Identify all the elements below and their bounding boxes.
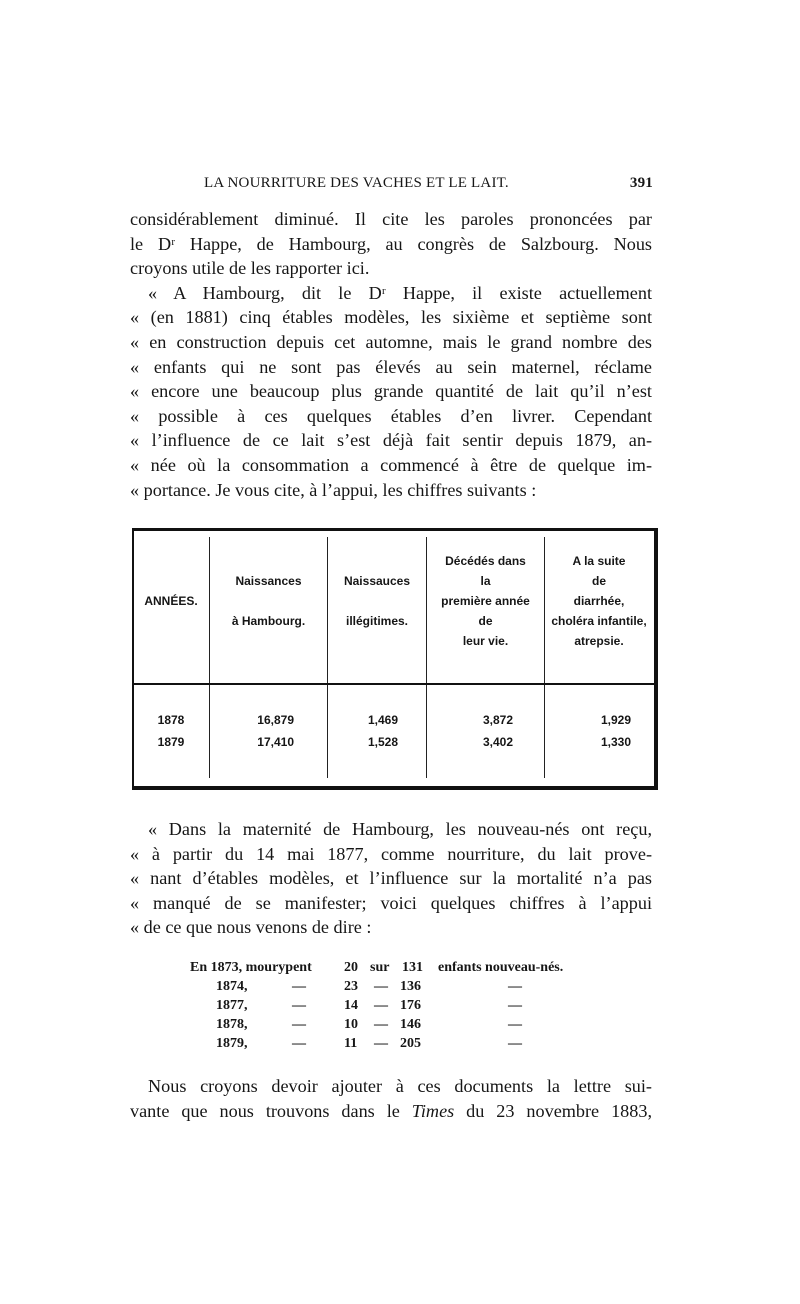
paragraph-1 bbox=[130, 207, 652, 502]
running-header bbox=[128, 175, 653, 197]
header-decedes: Décédés dans la première année de leur vie. bbox=[441, 554, 530, 648]
text-line: « possible à ces quelques étables d’en livrer. Cependant bbox=[130, 405, 652, 426]
table-column-illegitimes: 1,469 1,528 bbox=[367, 713, 398, 749]
list-item: 1879, — 11 — 205 — bbox=[216, 1036, 522, 1051]
header-rule bbox=[134, 683, 654, 685]
table-row: 1878 1879 bbox=[157, 713, 185, 749]
list-item: 1878, — 10 — 146 — bbox=[216, 1017, 522, 1032]
header-annees: ANNÉES. bbox=[144, 594, 198, 608]
statistics-table bbox=[132, 528, 658, 790]
text-line: « en construction depuis cet automne, mais le grand nombre des bbox=[130, 331, 652, 352]
table-column-diarrhee: 1,929 1,330 bbox=[600, 713, 631, 749]
list-item: En 1873, mourурent 20 sur 131 enfants nouveau-nés. bbox=[190, 960, 564, 975]
text-line: vante que nous trouvons dans le Times du 23 novembre 1883, bbox=[130, 1100, 652, 1121]
text-line: le Dʳ Happe, de Hambourg, au congrès de Salzbourg. Nous bbox=[130, 233, 652, 254]
table-column-naissances: 16,879 17,410 bbox=[257, 713, 294, 749]
text-line: « l’influence de ce lait s’est déjà fait sentir depuis 1879, an- bbox=[130, 430, 652, 451]
header-naissances: Naissances à Hambourg. bbox=[231, 574, 306, 628]
text-line: « portance. Je vous cite, à l’appui, les chiffres suivants : bbox=[130, 479, 537, 500]
text-line: « manqué de se manifester; voici quelques chiffres à l’appui bbox=[130, 892, 652, 913]
text-line: croyons utile de les rapporter ici. bbox=[130, 258, 370, 279]
text-line: « encore une beaucoup plus grande quantité de lait qu’il n’est bbox=[130, 381, 652, 402]
page-number: 391 bbox=[629, 175, 653, 191]
header-diarrhee: A la suite de diarrhée, choléra infantile, atrepsie. bbox=[551, 554, 647, 648]
list-item: 1874, — 23 — 136 — bbox=[216, 979, 522, 994]
running-title: LA NOURRITURE DES VACHES ET LE LAIT. bbox=[204, 175, 509, 191]
text-line: « de ce que nous venons de dire : bbox=[130, 917, 372, 938]
text-line: « à partir du 14 mai 1877, comme nourriture, du lait prove- bbox=[130, 843, 652, 864]
text-line: « (en 1881) cinq étables modèles, les sixième et septième sont bbox=[130, 307, 652, 328]
paragraph-5 bbox=[130, 1074, 652, 1123]
text-line: « Dans la maternité de Hambourg, les nouveau-nés ont reçu, bbox=[148, 819, 652, 839]
paragraph-3 bbox=[130, 817, 652, 940]
header-illegitimes: Naissauces illégitimes. bbox=[343, 574, 411, 628]
text-line: « A Hambourg, dit le Dʳ Happe, il existe actuellement bbox=[148, 282, 652, 303]
text-line: « née où la consommation a commencé à être de quelque im- bbox=[130, 454, 652, 475]
text-line: « nant d’étables modèles, et l’influence sur la mortalité n’a pas bbox=[130, 868, 652, 889]
list-item: 1877, — 14 — 176 — bbox=[216, 998, 522, 1013]
text-line: Nous croyons devoir ajouter à ces documents la lettre sui- bbox=[148, 1076, 652, 1096]
text-line: « enfants qui ne sont pas élevés au sein maternel, réclame bbox=[130, 356, 652, 377]
text-line: considérablement diminué. Il cite les paroles prononcées par bbox=[130, 209, 652, 229]
table-column-decedes: 3,872 3,402 bbox=[482, 713, 513, 749]
mortality-list bbox=[180, 960, 620, 1055]
